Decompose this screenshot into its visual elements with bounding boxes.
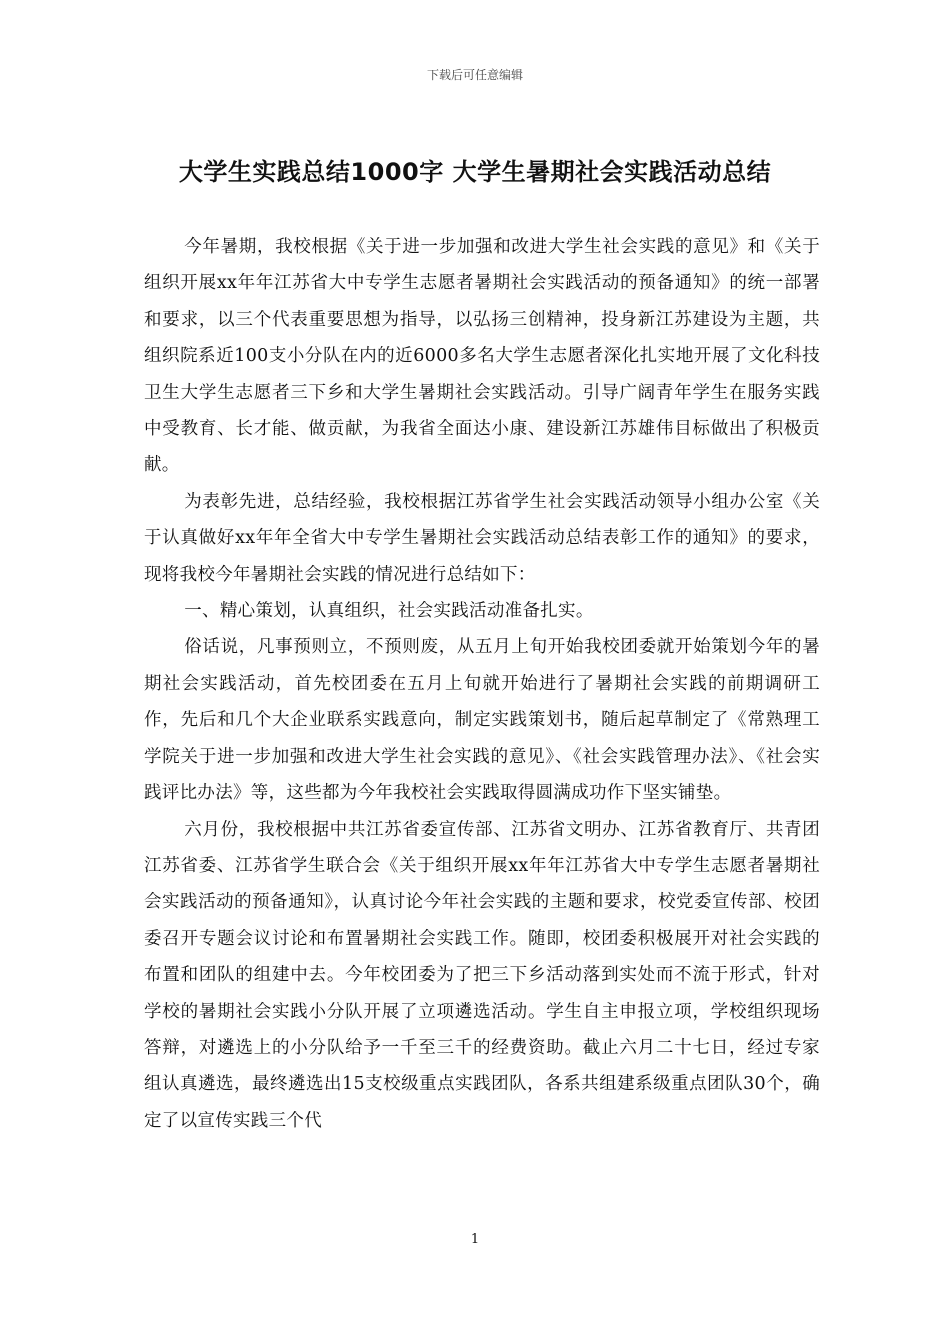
page-number: 1 [470,1232,480,1247]
paragraph: 六月份，我校根据中共江苏省委宣传部、江苏省文明办、江苏省教育厅、共青团江苏省委、江苏省学生联合会《关于组织开展xx年年江苏省大中专学生志愿者暑期社会实践活动的预备通知》，认真讨论今年社会实践的主题和要求，校党委宣传部、校团委召开专题会议讨论和布置暑期社会实践工作。随即，校团委积极展开对社会实践的布置和团队的组建中去。今年校团委为了把三下乡活动落到实处而不流于形式，针对学校的暑期社会实践小分队开展了立项遴选活动。学生自主申报立项，学校组织现场答辩，对遴选上的小分队给予一千至三千的经费资助。截止六月二十七日，经过专家组认真遴选，最终遴选出15支校级重点实践团队，各系共组建系级重点团队30个，确定了以宣传实践三个代 [144,819,820,1131]
header-note: 下载后可任意编辑 [426,68,523,82]
document-title: 大学生实践总结1000字 大学生暑期社会实践活动总结 [178,158,772,186]
paragraph: 俗话说，凡事预则立，不预则废，从五月上旬开始我校团委就开始策划今年的暑期社会实践活动，首先校团委在五月上旬就开始进行了暑期社会实践的前期调研工作，先后和几个大企业联系实践意向，制定实践策划书，随后起草制定了《常熟理工学院关于进一步加强和改进大学生社会实践的意见》、《社会实践管理办法》、《社会实践评比办法》等，这些都为今年我校社会实践取得圆满成功作下坚实铺垫。 [144,637,820,804]
section-heading: 一、精心策划，认真组织，社会实践活动准备扎实。 [184,601,594,622]
paragraph: 为表彰先进，总结经验，我校根据江苏省学生社会实践活动领导小组办公室《关于认真做好xx年年全省大中专学生暑期社会实践活动总结表彰工作的通知》的要求，现将我校今年暑期社会实践的情况进行总结如下： [144,491,820,585]
document-body [144,229,820,1139]
paragraph: 今年暑期，我校根据《关于进一步加强和改进大学生社会实践的意见》和《关于组织开展xx年年江苏省大中专学生志愿者暑期社会实践活动的预备通知》的统一部署和要求，以三个代表重要思想为指导，以弘扬三创精神，投身新江苏建设为主题，共组织院系近100支小分队在内的近6000多名大学生志愿者深化扎实地开展了文化科技卫生大学生志愿者三下乡和大学生暑期社会实践活动。引导广阔青年学生在服务实践中受教育、长才能、做贡献，为我省全面达小康、建设新江苏雄伟目标做出了积极贡献。 [144,237,820,476]
